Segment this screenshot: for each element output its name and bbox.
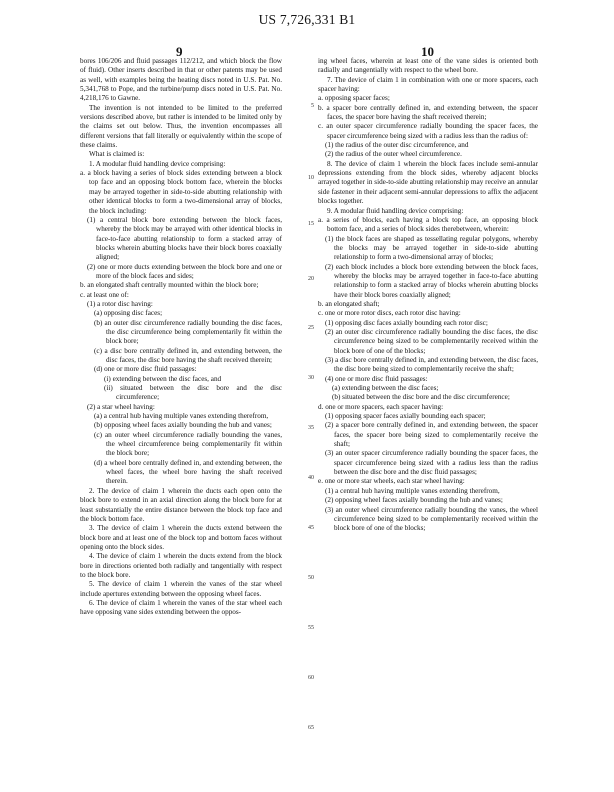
line-number: 60 [308, 675, 314, 681]
line-number: 50 [308, 575, 314, 581]
claim-element: (2) each block includes a block bore extending between the block faces, whereby the blocks may be arrayed together in face-to-face abutting relationship to form a stacked array of blocks wherein abutting blocks have their block bores coaxially aligned; [325, 262, 538, 299]
line-number: 65 [308, 725, 314, 731]
claim-element: (1) opposing spacer faces axially bounding each spacer; [325, 412, 486, 421]
claim-element: e. one or more star wheels, each star wheel having: [318, 477, 465, 486]
line-number: 20 [308, 276, 314, 282]
claim-element: (4) one or more disc fluid passages: [325, 374, 428, 383]
paragraph: bores 106/206 and fluid passages 112/212, and which block the flow of fluid). Other inserts described in that or other patents may be used as well, with examples being the heating discs noted in U.S. Pat. No. 5,341,768 to Pope, and the turbine/pump discs noted in U.S. Pat. No. 4,218,176 to Gawne. [80, 57, 282, 103]
claim-element: (a) extending between the disc faces; [332, 384, 439, 393]
claim-element: (1) a central hub having multiple vanes extending therefrom, [325, 486, 500, 495]
claim-element: (b) situated between the disc bore and the disc circumference; [332, 393, 510, 402]
claim-element: (i) extending between the disc faces, and [104, 374, 222, 383]
claim-8: 8. The device of claim 1 wherein the block faces include semi-annular depressions extending from the block sides, whereby adjacent blocks arrayed together in side-to-side abutting relationship may receive an annular side fastener in their adjacent semi-annular depressions to affix the adjacent blocks together. [318, 159, 538, 206]
paragraph: ing wheel faces, wherein at least one of the vane sides is oriented both radially and tangentially with respect to the wheel bore. [318, 57, 538, 75]
line-number: 40 [308, 475, 314, 481]
claim-element: c. at least one of: [80, 290, 129, 299]
claim-element: (ii) situated between the disc bore and the disc circumference; [104, 384, 282, 402]
claim-element: b. an elongated shaft centrally mounted within the block bore; [80, 281, 259, 290]
line-number: 25 [308, 325, 314, 331]
claim-element: (1) the radius of the outer disc circumference, and [325, 141, 469, 150]
claim-5: 5. The device of claim 1 wherein the vanes of the star wheel include apertures extending between the opposing wheel faces. [80, 580, 282, 598]
line-number: 55 [308, 625, 314, 631]
claim-element: a. opposing spacer faces; [318, 94, 390, 103]
claim-element: d. one or more spacers, each spacer having: [318, 402, 444, 411]
claim-element: (2) one or more ducts extending between the block bore and one or more of the block faces and sides; [87, 262, 282, 280]
line-number: 10 [308, 175, 314, 181]
claim-element: (1) a central block bore extending between the block faces, whereby the block may be arrayed with other identical blocks in face-to-face abutting relationship to form a stacked array of blocks wherein abutting blocks have their block bores coaxially aligned; [87, 215, 282, 262]
left-column-number: 9 [176, 44, 183, 59]
paragraph: The invention is not intended to be limited to the preferred versions described above, but rather is intended to be limited only by the claims set out below. Thus, the invention encompasses all different versions that fall literally or equivalently within the scope of these claims. [80, 103, 282, 150]
claim-element: (3) an outer spacer circumference radially bounding the spacer faces, the spacer circumference being sized with a radius less than the radius between the disc bore and the disc fluid passages; [325, 449, 538, 477]
claim-9: 9. A modular fluid handling device comprising: [327, 206, 464, 215]
claim-element: b. a spacer bore centrally defined in, and extending between, the spacer faces, the spacer bore having the shaft received therein; [318, 103, 538, 122]
claim-element: b. an elongated shaft; [318, 299, 380, 308]
right-column-number: 10 [421, 44, 434, 59]
claim-element: (1) a rotor disc having: [87, 299, 153, 308]
claim-3: 3. The device of claim 1 wherein the ducts extend between the block bore and at least one of the block top and bottom faces without opening onto the block sides. [80, 524, 282, 551]
line-number: 5 [311, 103, 314, 109]
claim-element: (3) an outer wheel circumference radially bounding the vanes, the wheel circumference being sized to be complementarily received within the block bore of one of the blocks; [325, 505, 538, 533]
claim-element: c. one or more rotor discs, each rotor disc having: [318, 309, 461, 318]
line-number: 30 [308, 375, 314, 381]
claim-element: (b) an outer disc circumference radially bounding the disc faces, the disc circumference being complementarily fit within the block bore; [94, 318, 282, 346]
claim-element: (2) the radius of the outer wheel circumference. [325, 150, 462, 159]
patent-number-header: US 7,726,331 B1 [258, 12, 356, 27]
claim-4: 4. The device of claim 1 wherein the ducts extend from the block bore in directions oriented both radially and tangentially with respect to the block bore. [80, 552, 282, 579]
claim-7: 7. The device of claim 1 in combination with one or more spacers, each spacer having: [318, 75, 538, 94]
claim-element: (a) a central hub having multiple vanes extending therefrom, [94, 412, 269, 421]
right-text-column [318, 57, 538, 534]
line-number: 45 [308, 525, 314, 531]
claim-2: 2. The device of claim 1 wherein the ducts each open onto the block bore to extend in an axial direction along the block bore for at least substantially the entire distance between the block top face and the block bottom face. [80, 486, 282, 523]
claim-element: (a) opposing disc faces; [94, 309, 163, 318]
claim-element: a. a series of blocks, each having a block top face, an opposing block bottom face, and a series of block sides therebetween, wherein: [318, 215, 538, 234]
claim-element: (1) opposing disc faces axially bounding each rotor disc; [325, 318, 488, 327]
claim-element: (2) a spacer bore centrally defined in, and extending between, the spacer faces, the spacer bore being sized to complementarily receive the shaft; [325, 421, 538, 449]
claim-element: (1) the block faces are shaped as tessellating regular polygons, whereby the blocks may be arrayed together in side-to-side abutting relationship to form a two-dimensional array of blocks; [325, 234, 538, 262]
claim-element: a. a block having a series of block sides extending between a block top face and an opposing block bottom face, wherein the blocks may be arrayed together in side-to-side abutting relationship with other identical blocks to form a two-dimensional array of blocks, the block including: [80, 169, 282, 215]
claim-element: (2) an outer disc circumference radially bounding the disc faces, the disc circumference being sized to be complementarily received within the block bore of one of the blocks; [325, 327, 538, 355]
claim-element: (3) a disc bore centrally defined in, and extending between, the disc faces, the disc bore being sized to complementarily receive the shaft; [325, 356, 538, 374]
left-text-column [80, 57, 282, 618]
claim-element: (c) an outer wheel circumference radially bounding the vanes, the wheel circumference being complementarily fit within the block bore; [94, 430, 282, 458]
claims-intro: What is claimed is: [89, 150, 145, 159]
claim-6: 6. The device of claim 1 wherein the vanes of the star wheel each have opposing vane sides extending between the oppos- [80, 598, 282, 617]
claim-element: (c) a disc bore centrally defined in, and extending between, the disc faces, the disc bore having the shaft received therein; [94, 346, 282, 364]
claim-element: c. an outer spacer circumference radially bounding the spacer faces, the spacer circumference being sized with a radius less than the radius of: [318, 122, 538, 140]
claim-element: (2) opposing wheel faces axially bounding the hub and vanes; [325, 496, 503, 505]
claim-1: 1. A modular fluid handling device comprising: [89, 159, 226, 168]
line-number: 15 [308, 221, 314, 227]
claim-element: (b) opposing wheel faces axially bounding the hub and vanes; [94, 421, 272, 430]
claim-element: (d) one or more disc fluid passages: [94, 365, 197, 374]
line-number: 35 [308, 425, 314, 431]
claim-element: (2) a star wheel having: [87, 402, 155, 411]
claim-element: (d) a wheel bore centrally defined in, and extending between, the wheel faces, the wheel bore having the shaft received therein. [94, 458, 282, 486]
